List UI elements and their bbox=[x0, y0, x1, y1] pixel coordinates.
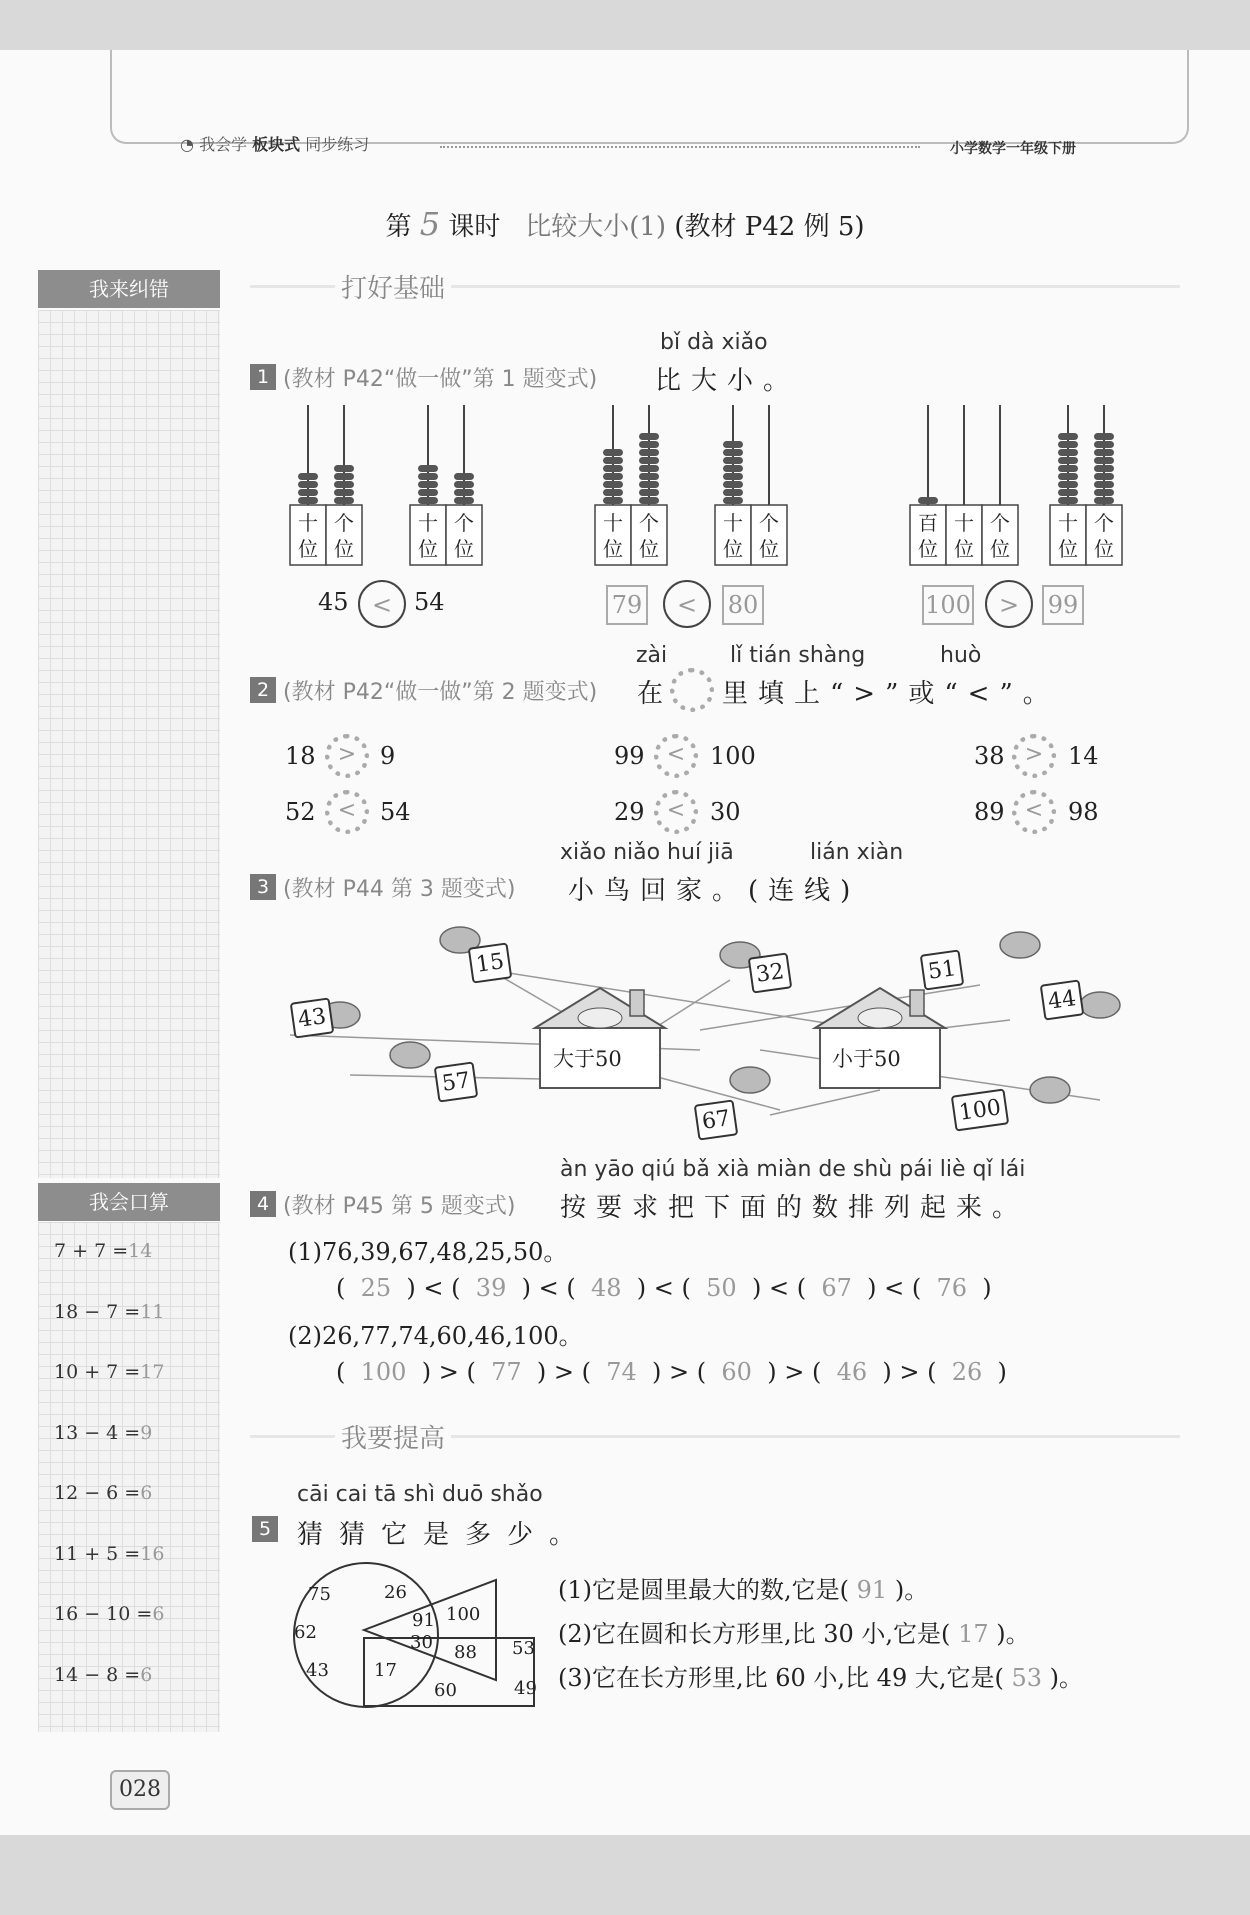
abacus-place-label: 位 bbox=[603, 537, 623, 561]
q5-sub3 bbox=[558, 1658, 1083, 1693]
abacus-bead bbox=[603, 473, 623, 480]
q2-item4-answer[interactable]: < bbox=[325, 790, 369, 834]
abacus-bead bbox=[454, 481, 474, 488]
abacus-bead bbox=[334, 465, 354, 472]
q4-answer-slot[interactable]: 74 bbox=[606, 1358, 637, 1386]
q2-item5-answer[interactable]: < bbox=[654, 790, 698, 834]
abacus-place-label: 个 bbox=[334, 511, 354, 535]
mental-math-item bbox=[54, 1422, 152, 1444]
q5-sub1 bbox=[558, 1570, 928, 1605]
abacus-bead bbox=[603, 489, 623, 496]
mental-math-item bbox=[54, 1361, 164, 1383]
abacus-place-label: 位 bbox=[990, 537, 1010, 561]
mental-math-answer[interactable]: 11 bbox=[140, 1300, 165, 1323]
mental-math-answer[interactable]: 6 bbox=[140, 1482, 153, 1504]
bird-tag-51[interactable]: 51 bbox=[920, 949, 965, 990]
triangle-num-100: 100 bbox=[446, 1604, 481, 1625]
brand-series: 板块式 bbox=[252, 135, 301, 154]
q1-pair1-right: 54 bbox=[414, 588, 445, 616]
abacus-bead bbox=[639, 465, 659, 472]
bird-tag-100[interactable]: 100 bbox=[951, 1088, 1009, 1131]
paren-open: ( bbox=[796, 1274, 822, 1302]
abacus-bead bbox=[639, 481, 659, 488]
q2-item4-left: 52 bbox=[285, 798, 316, 826]
paren-close: ) > bbox=[751, 1358, 812, 1386]
abacus-bead bbox=[1058, 449, 1078, 456]
abacus-bead bbox=[418, 489, 438, 496]
q5-number: 5 bbox=[252, 1516, 278, 1542]
paren-open: ( bbox=[811, 1358, 837, 1386]
abacus-bead bbox=[723, 473, 743, 480]
abacus-bead bbox=[454, 473, 474, 480]
rect-num-88: 88 bbox=[454, 1642, 477, 1663]
q2-item2-right: 100 bbox=[710, 742, 756, 770]
sidebar-grid-mental-math bbox=[38, 1222, 220, 1732]
abacus-bead bbox=[639, 473, 659, 480]
q4-answer-slot[interactable]: 26 bbox=[951, 1358, 983, 1386]
lesson-number: 5 bbox=[419, 205, 441, 243]
q4-part1-answer-row bbox=[336, 1274, 992, 1302]
q4-pinyin: àn yāo qiú bǎ xià miàn de shù pái liè qǐ lái bbox=[560, 1157, 1026, 1182]
bird-tag-43[interactable]: 43 bbox=[290, 997, 335, 1038]
abacus-place-label: 位 bbox=[334, 537, 354, 561]
lesson-reference: (教材 P42 例 5) bbox=[674, 212, 865, 242]
q1-pair2-left-box[interactable]: 79 bbox=[606, 585, 648, 625]
abacus-bead bbox=[603, 481, 623, 488]
abacus-place-label: 十 bbox=[954, 511, 974, 535]
q4-answer-slot[interactable]: 50 bbox=[706, 1274, 737, 1302]
house-small-label: 小于50 bbox=[832, 1047, 901, 1071]
abacus-bead bbox=[418, 465, 438, 472]
q2-item3-right: 14 bbox=[1068, 742, 1099, 770]
mental-math-question: 11 + 5 = bbox=[54, 1542, 141, 1565]
bird-tag-32[interactable]: 32 bbox=[748, 952, 793, 993]
abacus-bead bbox=[1094, 449, 1114, 456]
abacus-place-label: 位 bbox=[1058, 537, 1078, 561]
section-title-advanced: 我要提高 bbox=[335, 1418, 451, 1455]
circle-num-26: 26 bbox=[384, 1582, 407, 1603]
abacus-bead bbox=[639, 497, 659, 504]
section-title-basic: 打好基础 bbox=[335, 268, 451, 305]
abacus-bead bbox=[334, 497, 354, 504]
circle-num-75: 75 bbox=[308, 1584, 331, 1605]
paren-close: ) bbox=[982, 1358, 1007, 1386]
overlap-num-17: 17 bbox=[374, 1660, 397, 1681]
lesson-prefix: 第 bbox=[385, 212, 412, 242]
abacus-bead bbox=[298, 473, 318, 480]
paren-open: ( bbox=[336, 1274, 361, 1302]
abacus-bead bbox=[418, 473, 438, 480]
abacus-bead bbox=[723, 489, 743, 496]
q5-pinyin: cāi cai tā shì duō shǎo bbox=[297, 1482, 543, 1507]
abacus-bead bbox=[418, 481, 438, 488]
mental-math-item bbox=[54, 1301, 164, 1323]
bird-tag-67[interactable]: 67 bbox=[694, 1099, 739, 1140]
paren-open: ( bbox=[336, 1358, 361, 1386]
abacus-bead bbox=[454, 497, 474, 504]
bird-tag-44[interactable]: 44 bbox=[1040, 979, 1085, 1020]
paren-close: ) > bbox=[867, 1358, 928, 1386]
mental-math-question: 10 + 7 = bbox=[54, 1361, 141, 1383]
abacus-place-label: 位 bbox=[954, 537, 974, 561]
abacus-bead bbox=[334, 473, 354, 480]
abacus-figures bbox=[280, 400, 1140, 580]
abacus-place-label: 位 bbox=[759, 537, 779, 561]
q2-source: (教材 P42“做一做”第 2 题变式) bbox=[283, 680, 598, 705]
abacus-place-label: 个 bbox=[759, 511, 779, 535]
header-divider bbox=[440, 146, 920, 148]
house-small-icon bbox=[815, 988, 945, 1088]
q2-flower-icon bbox=[670, 668, 714, 712]
bird-tag-57[interactable]: 57 bbox=[434, 1061, 479, 1102]
q1-pair2-answer-circle[interactable]: < bbox=[663, 580, 711, 628]
brand-subtitle: 同步练习 bbox=[305, 135, 370, 154]
abacus-bead bbox=[723, 457, 743, 464]
q2-pinyin-c: huò bbox=[940, 643, 982, 668]
q2-item4-right: 54 bbox=[380, 798, 411, 826]
q2-number: 2 bbox=[250, 677, 276, 703]
mental-math-item bbox=[54, 1482, 152, 1504]
rect-num-49: 49 bbox=[514, 1678, 537, 1699]
q4-part1-numbers: (1)76,39,67,48,25,50。 bbox=[288, 1238, 568, 1266]
book-title: 小学数学一年级下册 bbox=[950, 141, 1076, 157]
abacus-bead bbox=[1058, 497, 1078, 504]
q3-instruction: 小鸟回家。(连线) bbox=[568, 876, 861, 906]
abacus-bead bbox=[639, 441, 659, 448]
abacus-bead bbox=[639, 489, 659, 496]
q4-answer-slot[interactable]: 25 bbox=[360, 1274, 392, 1302]
abacus-place-label: 百 bbox=[918, 511, 938, 535]
scan-bottom-edge bbox=[0, 1835, 1250, 1915]
paren-close: ) < bbox=[736, 1274, 797, 1302]
paren-close: ) > bbox=[406, 1358, 467, 1386]
q2-pinyin-a: zài bbox=[636, 643, 668, 668]
q4-number: 4 bbox=[250, 1191, 276, 1217]
rect-num-53: 53 bbox=[512, 1638, 535, 1659]
q1-pair3-right-box[interactable]: 99 bbox=[1042, 585, 1084, 625]
abacus-bead bbox=[1058, 489, 1078, 496]
abacus-place-label: 位 bbox=[418, 537, 438, 561]
mental-math-question: 18 − 7 = bbox=[54, 1300, 141, 1323]
abacus-bead bbox=[1094, 441, 1114, 448]
abacus-bead bbox=[1094, 465, 1114, 472]
q5-instruction: 猜猜它是多少。 bbox=[297, 1520, 592, 1550]
lesson-unit: 课时 bbox=[448, 212, 501, 242]
paren-close: ) < bbox=[851, 1274, 912, 1302]
paren-close: ) > bbox=[521, 1358, 582, 1386]
abacus-place-label: 位 bbox=[918, 537, 938, 561]
q2-item3-answer[interactable]: > bbox=[1012, 734, 1056, 778]
q4-answer-slot[interactable]: 60 bbox=[721, 1358, 752, 1386]
q4-answer-slot[interactable]: 48 bbox=[590, 1274, 622, 1302]
abacus-bead bbox=[298, 481, 318, 488]
abacus-place-label: 位 bbox=[639, 537, 659, 561]
q2-item6-left: 89 bbox=[974, 798, 1005, 826]
q3-number: 3 bbox=[250, 874, 276, 900]
q2-item1-answer[interactable]: > bbox=[325, 734, 369, 778]
q5-sub1-close: )。 bbox=[894, 1576, 929, 1604]
mental-math-answer[interactable]: 17 bbox=[140, 1361, 165, 1383]
abacus-place-label: 个 bbox=[1094, 511, 1114, 535]
mental-math-question: 16 − 10 = bbox=[54, 1603, 153, 1625]
q2-instruction-b: 里填上“>”或“<”。 bbox=[722, 679, 1059, 709]
triangle-num-91: 91 bbox=[412, 1610, 435, 1631]
q2-item2-left: 99 bbox=[614, 742, 645, 770]
q5-sub2-answer[interactable]: 17 bbox=[958, 1620, 989, 1648]
mental-math-answer[interactable]: 16 bbox=[140, 1542, 165, 1565]
q1-pair2-right-box[interactable]: 80 bbox=[722, 585, 764, 625]
q2-item3-left: 38 bbox=[974, 742, 1005, 770]
mental-math-question: 12 − 6 = bbox=[54, 1482, 141, 1504]
mental-math-question: 7 + 7 = bbox=[54, 1240, 129, 1262]
abacus-bead bbox=[1094, 473, 1114, 480]
abacus-bead bbox=[418, 497, 438, 504]
paren-open: ( bbox=[681, 1274, 707, 1302]
paren-close: ) < bbox=[621, 1274, 682, 1302]
q5-sub1-text: (1)它是圆里最大的数,它是( bbox=[558, 1576, 849, 1604]
abacus-place-label: 十 bbox=[603, 511, 623, 535]
q2-item1-left: 18 bbox=[285, 742, 316, 770]
abacus-bead bbox=[334, 489, 354, 496]
q3-pinyin-a: xiǎo niǎo huí jiā bbox=[560, 840, 734, 865]
q4-answer-slot[interactable]: 67 bbox=[821, 1274, 852, 1302]
abacus-bead bbox=[1094, 433, 1114, 440]
abacus-place-label: 十 bbox=[723, 511, 743, 535]
abacus-bead bbox=[603, 497, 623, 504]
q4-answer-slot[interactable]: 46 bbox=[836, 1358, 868, 1386]
q1-pinyin: bǐ dà xiǎo bbox=[660, 330, 768, 355]
q5-sub2 bbox=[558, 1614, 1030, 1649]
paren-open: ( bbox=[911, 1274, 937, 1302]
q4-part2-answer-row bbox=[336, 1358, 1007, 1386]
paren-close: ) bbox=[967, 1274, 992, 1302]
lesson-topic: 比较大小(1) bbox=[525, 212, 667, 242]
paren-open: ( bbox=[451, 1274, 476, 1302]
header-frame bbox=[110, 50, 1189, 144]
q5-sub2-text: (2)它在圆和长方形里,比 30 小,它是( bbox=[558, 1620, 951, 1648]
mental-math-answer[interactable]: 14 bbox=[128, 1240, 153, 1262]
abacus-bead bbox=[723, 497, 743, 504]
abacus-bead bbox=[603, 465, 623, 472]
q2-item5-left: 29 bbox=[614, 798, 645, 826]
q4-answer-slot[interactable]: 100 bbox=[360, 1358, 407, 1386]
mental-math-item bbox=[54, 1664, 152, 1686]
abacus-bead bbox=[723, 465, 743, 472]
abacus-bead bbox=[1058, 465, 1078, 472]
abacus-place-label: 个 bbox=[990, 511, 1010, 535]
abacus-place-label: 个 bbox=[639, 511, 659, 535]
abacus-bead bbox=[603, 449, 623, 456]
abacus-bead bbox=[1058, 481, 1078, 488]
abacus-place-label: 位 bbox=[454, 537, 474, 561]
lesson-title bbox=[0, 205, 1250, 243]
q4-answer-slot[interactable]: 39 bbox=[475, 1274, 507, 1302]
paren-open: ( bbox=[466, 1358, 492, 1386]
brand-logo-icon: ◔ bbox=[180, 135, 194, 154]
paren-close: ) > bbox=[636, 1358, 697, 1386]
abacus-place-label: 位 bbox=[1094, 537, 1114, 561]
abacus-place-label: 十 bbox=[298, 511, 318, 535]
q2-item5-right: 30 bbox=[710, 798, 741, 826]
mental-math-answer[interactable]: 6 bbox=[152, 1603, 165, 1625]
abacus-bead bbox=[723, 441, 743, 448]
house-big-icon bbox=[535, 988, 665, 1088]
abacus-bead bbox=[639, 449, 659, 456]
q2-item2-answer[interactable]: < bbox=[654, 734, 698, 778]
q1-pair1-left: 45 bbox=[318, 588, 349, 616]
abacus-place-label: 位 bbox=[298, 537, 318, 561]
q1-number: 1 bbox=[250, 364, 276, 390]
q5-sub3-answer[interactable]: 53 bbox=[1011, 1664, 1043, 1692]
mental-math-question: 13 − 4 = bbox=[54, 1421, 141, 1444]
abacus-bead bbox=[454, 489, 474, 496]
brand-header bbox=[180, 132, 369, 155]
q1-pair3-left-box[interactable]: 100 bbox=[922, 585, 974, 625]
mental-math-answer[interactable]: 6 bbox=[140, 1663, 153, 1686]
sidebar-tag-mental-math: 我会口算 bbox=[38, 1183, 220, 1221]
abacus-bead bbox=[1094, 497, 1114, 504]
q2-item6-right: 98 bbox=[1068, 798, 1099, 826]
abacus-place-label: 十 bbox=[418, 511, 438, 535]
q5-sub1-answer[interactable]: 91 bbox=[856, 1576, 888, 1604]
abacus-bead bbox=[723, 481, 743, 488]
paren-close: ) < bbox=[391, 1274, 452, 1302]
abacus-bead bbox=[334, 481, 354, 488]
q5-sub3-text: (3)它在长方形里,比 60 小,比 49 大,它是( bbox=[558, 1664, 1004, 1692]
q2-item1-right: 9 bbox=[380, 742, 396, 770]
paren-open: ( bbox=[581, 1358, 607, 1386]
abacus-bead bbox=[639, 457, 659, 464]
abacus-bead bbox=[298, 489, 318, 496]
abacus-bead bbox=[639, 433, 659, 440]
paren-open: ( bbox=[927, 1358, 952, 1386]
abacus-bead bbox=[1058, 473, 1078, 480]
circle-num-62: 62 bbox=[294, 1622, 317, 1643]
abacus-bead bbox=[723, 449, 743, 456]
mental-math-answer[interactable]: 9 bbox=[140, 1421, 153, 1444]
paren-open: ( bbox=[696, 1358, 722, 1386]
abacus-bead bbox=[298, 497, 318, 504]
paren-close: ) < bbox=[506, 1274, 567, 1302]
abacus-place-label: 十 bbox=[1058, 511, 1078, 535]
q2-item6-answer[interactable]: < bbox=[1012, 790, 1056, 834]
sidebar-tag-corrections: 我来纠错 bbox=[38, 270, 220, 308]
q5-sub2-close: )。 bbox=[996, 1620, 1030, 1648]
q1-pair1-answer-circle[interactable]: < bbox=[358, 580, 406, 628]
rect-num-60: 60 bbox=[434, 1680, 457, 1701]
q4-part2-numbers: (2)26,77,74,60,46,100。 bbox=[288, 1322, 583, 1350]
q2-pinyin-b: lǐ tián shàng bbox=[730, 643, 866, 668]
abacus-place-label: 个 bbox=[454, 511, 474, 535]
house-big-label: 大于50 bbox=[553, 1047, 622, 1071]
abacus-bead bbox=[1058, 441, 1078, 448]
q3-source: (教材 P44 第 3 题变式) bbox=[283, 877, 516, 902]
sidebar-grid-corrections bbox=[38, 310, 220, 1178]
q5-sub3-close: )。 bbox=[1049, 1664, 1084, 1692]
q2-instruction-a: 在 bbox=[637, 679, 674, 709]
abacus-bead bbox=[1094, 457, 1114, 464]
q4-answer-slot[interactable]: 76 bbox=[936, 1274, 968, 1302]
paren-open: ( bbox=[566, 1274, 591, 1302]
abacus-bead bbox=[603, 457, 623, 464]
circle-num-43: 43 bbox=[306, 1660, 329, 1681]
q4-answer-slot[interactable]: 77 bbox=[491, 1358, 522, 1386]
page-number: 028 bbox=[110, 1770, 170, 1810]
bird-tag-15[interactable]: 15 bbox=[468, 942, 513, 983]
mental-math-item bbox=[54, 1603, 164, 1625]
q3-pinyin-b: lián xiàn bbox=[810, 840, 904, 865]
q1-source: (教材 P42“做一做”第 1 题变式) bbox=[283, 367, 598, 392]
mental-math-item bbox=[54, 1240, 152, 1262]
abacus-bead bbox=[1058, 433, 1078, 440]
q4-instruction: 按要求把下面的数排列起来。 bbox=[560, 1193, 1029, 1223]
brand-name: 我会学 bbox=[199, 135, 248, 154]
scan-top-edge bbox=[0, 0, 1250, 50]
abacus-bead bbox=[1058, 457, 1078, 464]
q1-instruction: 比大小。 bbox=[655, 366, 800, 396]
overlap-num-30: 30 bbox=[410, 1632, 433, 1653]
abacus-place-label: 位 bbox=[723, 537, 743, 561]
q1-pair3-answer-circle[interactable]: > bbox=[985, 580, 1033, 628]
mental-math-item bbox=[54, 1543, 164, 1565]
abacus-bead bbox=[1094, 489, 1114, 496]
q4-source: (教材 P45 第 5 题变式) bbox=[283, 1194, 516, 1219]
abacus-bead bbox=[1094, 481, 1114, 488]
mental-math-question: 14 − 8 = bbox=[54, 1663, 141, 1686]
abacus-bead bbox=[918, 497, 938, 504]
